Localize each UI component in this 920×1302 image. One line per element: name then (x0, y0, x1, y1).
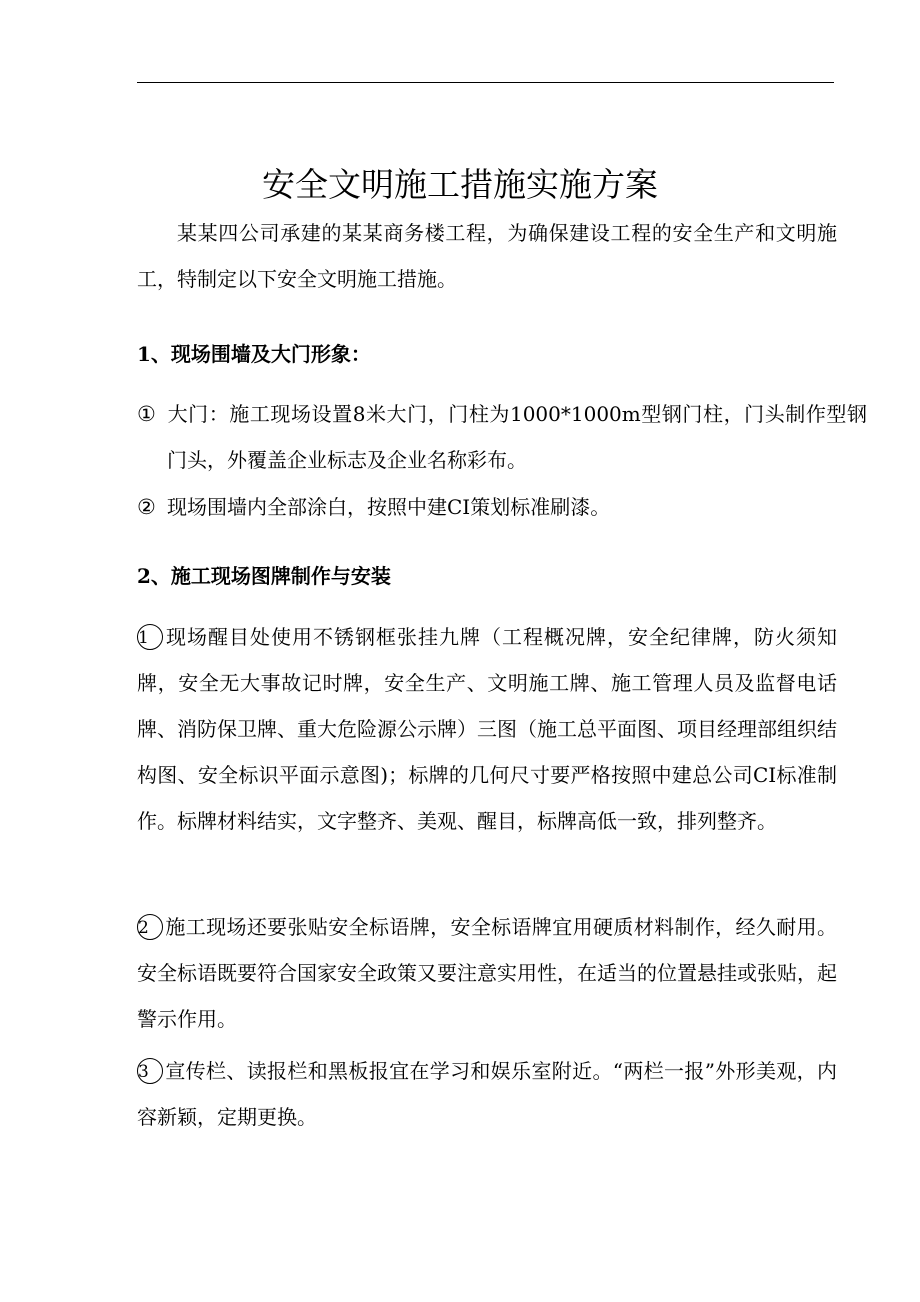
document-title: 安全文明施工措施实施方案 (262, 165, 658, 204)
item-marker: ① (137, 402, 156, 426)
item-marker: 1 (137, 624, 163, 650)
section-1-heading: 1、现场围墙及大门形象： (137, 342, 371, 366)
item-text: 现场围墙内全部涂白，按照中建CI策划标准刷漆。 (167, 495, 611, 519)
item-marker: ② (137, 495, 156, 519)
section-2-item-2 (137, 904, 837, 1042)
item-marker: 2 (137, 914, 163, 940)
item-text: 施工现场还要张贴安全标语牌，安全标语牌宜用硬质材料制作，经久耐用。安全标语既要符合国家安全政策又要注意实用性，在适当的位置悬挂或张贴，起警示作用。 (137, 915, 837, 1031)
item-text: 大门：施工现场设置8米大门，门柱为1000*1000m型钢门柱，门头制作型钢门头，外覆盖企业标志及企业名称彩布。 (167, 402, 867, 472)
item-text: 现场醒目处使用不锈钢框张挂九牌（工程概况牌，安全纪律牌，防火须知牌，安全无大事故记时牌，安全生产、文明施工牌、施工管理人员及监督电话牌、消防保卫牌、重大危险源公示牌）三图（施工总平面图、项目经理部组织结构图、安全标识平面示意图)；标牌的几何尺寸要严格按照中建总公司CI标准制作。标牌材料结实，文字整齐、美观、醒目，标牌高低一致，排列整齐。 (137, 625, 837, 833)
section-2-item-1 (137, 614, 837, 844)
section-1-item-2 (137, 484, 867, 530)
intro-paragraph: 某某四公司承建的某某商务楼工程，为确保建设工程的安全生产和文明施工，特制定以下安全文明施工措施。 (137, 221, 837, 291)
section-1-item-1 (137, 391, 867, 483)
item-text: 宣传栏、读报栏和黑板报宜在学习和娱乐室附近。“两栏一报”外形美观，内容新颖，定期更换。 (137, 1059, 837, 1129)
section-2-item-3 (137, 1048, 837, 1140)
header-rule (137, 82, 834, 83)
item-marker: 3 (137, 1058, 163, 1084)
section-2-heading: 2、施工现场图牌制作与安装 (137, 564, 391, 588)
